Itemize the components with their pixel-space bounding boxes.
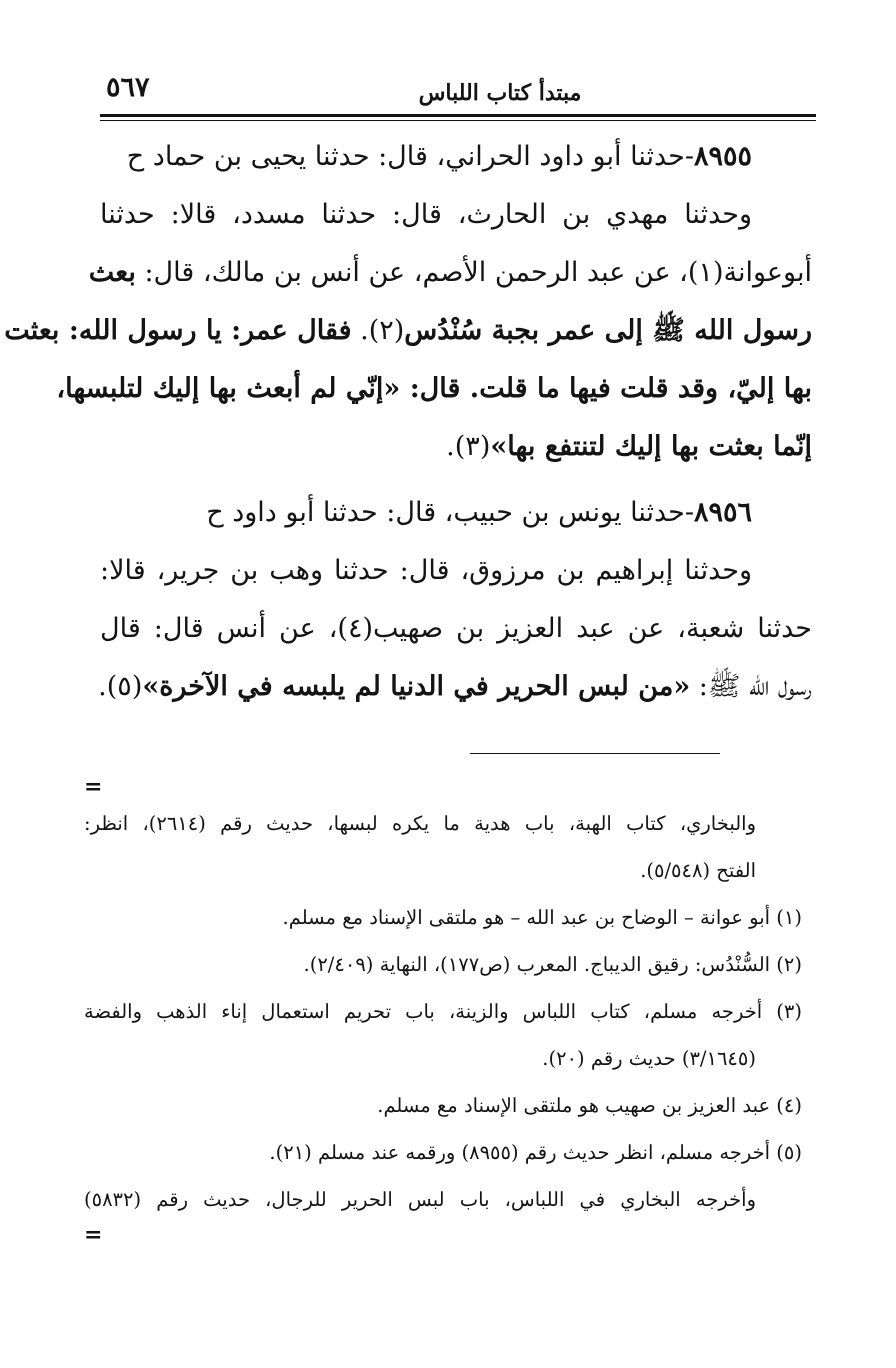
hadith-number-8956: ٨٩٥٦ bbox=[693, 497, 752, 528]
continues-on-next-marker: = bbox=[84, 1222, 103, 1248]
footnote-continuation-1: والبخاري، كتاب الهبة، باب هدية ما يكره لبسها، حديث رقم (٢٦١٤)، انظر: bbox=[84, 812, 756, 835]
continued-from-previous-marker: = bbox=[84, 774, 103, 800]
hadith-8956-line-3: حدثنا شعبة، عن عبد العزيز بن صهيب(٤)، عن أنس قال: قال bbox=[100, 613, 812, 644]
header-rule-thin bbox=[100, 120, 816, 121]
footnote-5-continuation: وأخرجه البخاري في اللباس، باب لبس الحرير للرجال، حديث رقم (٥٨٣٢) bbox=[84, 1188, 756, 1211]
footnotes bbox=[84, 800, 812, 1223]
footnote-5: (٥) أخرجه مسلم، انظر حديث رقم (٨٩٥٥) ورقمه عند مسلم (٢١). bbox=[269, 1141, 802, 1164]
hadith-8956-line-2: وحدثنا إبراهيم بن مرزوق، قال: حدثنا وهب بن جرير، قالا: bbox=[100, 555, 752, 586]
header-rule-thick bbox=[100, 114, 816, 117]
hadith-8956-line-4: رسول الله ﷺ: «من لبس الحرير في الدنيا لم يلبسه في الآخرة»(٥). bbox=[98, 671, 812, 702]
hadith-8955-line-6: إنّما بعثت بها إليك لتنتفع بها»(٣). bbox=[446, 431, 812, 462]
hadith-8955-line-3: أبوعوانة(١)، عن عبد الرحمن الأصم، عن أنس بن مالك، قال: بعث bbox=[88, 257, 812, 288]
hadith-number-8955: ٨٩٥٥ bbox=[693, 141, 752, 172]
footnote-1: (١) أبو عوانة – الوضاح بن عبد الله – هو ملتقى الإسناد مع مسلم. bbox=[282, 906, 802, 929]
hadith-8955-line-5: بها إليّ، وقد قلت فيها ما قلت. قال: «إنّي لم أبعث بها إليك لتلبسها، bbox=[56, 373, 812, 404]
footnote-separator bbox=[470, 753, 720, 754]
page-number: ٥٦٧ bbox=[106, 72, 150, 103]
hadith-8955-line-4: رسول الله ﷺ إلى عمر بجبة سُنْدُس(٢). فقال عمر: يا رسول الله: بعثت bbox=[4, 315, 812, 346]
hadith-8955-line-1: ٨٩٥٥-حدثنا أبو داود الحراني، قال: حدثنا يحيى بن حماد ح bbox=[126, 141, 752, 172]
footnote-2: (٢) السُّنْدُس: رقيق الديباج. المعرب (ص١٧٧)، النهاية (٢/٤٠٩). bbox=[303, 953, 802, 976]
hadith-8956-line-1: ٨٩٥٦-حدثنا يونس بن حبيب، قال: حدثنا أبو داود ح bbox=[206, 497, 752, 528]
page-header bbox=[100, 70, 816, 114]
hadith-8955-line-2: وحدثنا مهدي بن الحارث، قال: حدثنا مسدد، قالا: حدثنا bbox=[100, 199, 752, 230]
footnote-4: (٤) عبد العزيز بن صهيب هو ملتقى الإسناد مع مسلم. bbox=[377, 1094, 802, 1117]
main-text bbox=[4, 128, 812, 716]
footnote-3: (٣) أخرجه مسلم، كتاب اللباس والزينة، باب تحريم استعمال إناء الذهب والفضة bbox=[84, 1000, 802, 1023]
footnote-3-continuation: (٣/١٦٤٥) حديث رقم (٢٠). bbox=[542, 1047, 756, 1070]
footnote-continuation-2: الفتح (٥/٥٤٨). bbox=[640, 859, 756, 882]
running-title: مبتدأ كتاب اللباس bbox=[418, 80, 582, 106]
